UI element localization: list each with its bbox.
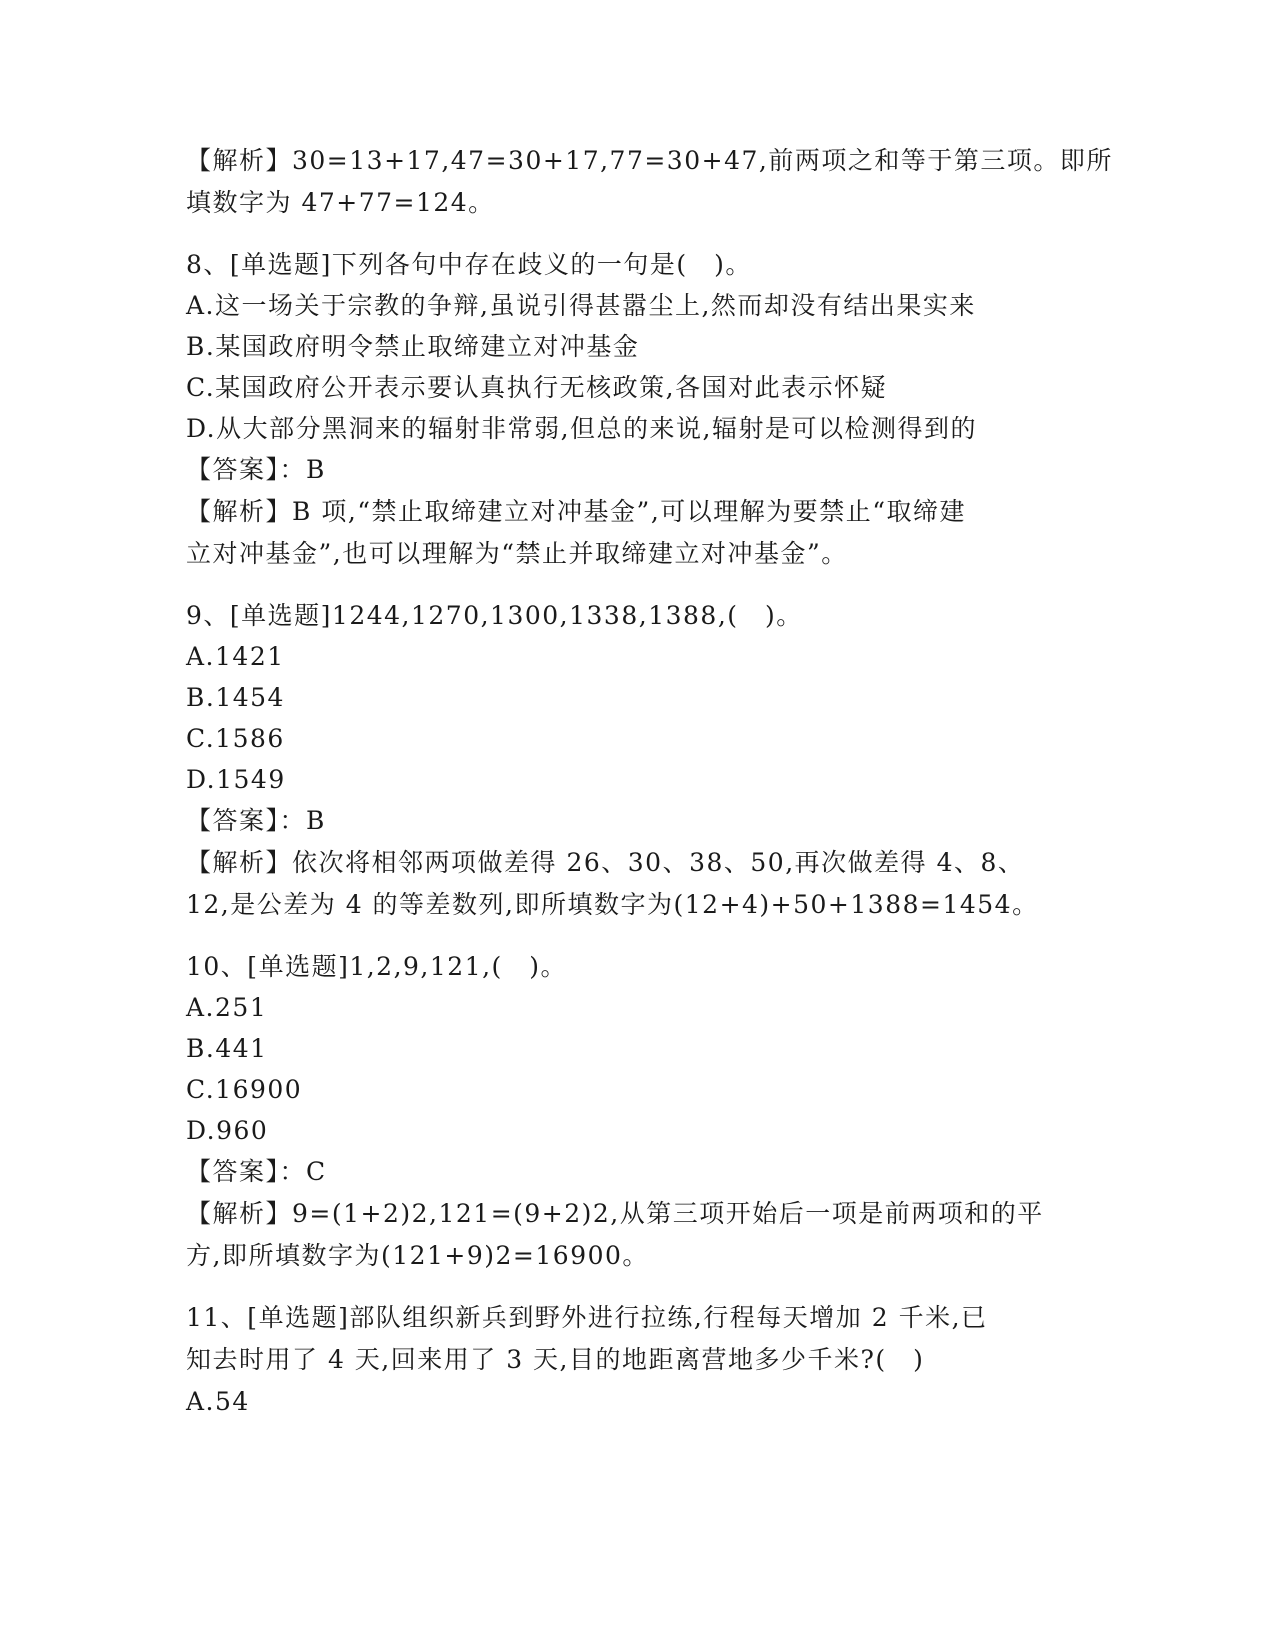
q9-stem: 9、[单选题]1244,1270,1300,1338,1388,( )。: [186, 601, 803, 630]
q9-answer: 【答案】：B: [186, 806, 326, 835]
q9-option-b: B.1454: [186, 683, 285, 712]
q9-option-a: A.1421: [186, 642, 285, 671]
q8-stem: 8、[单选题]下列各句中存在歧义的一句是( )。: [186, 250, 752, 279]
q10-answer: 【答案】：C: [186, 1157, 327, 1186]
q8-answer: 【答案】：B: [186, 455, 326, 484]
q10-option-a: A.251: [186, 993, 268, 1022]
q10-option-d: D.960: [186, 1116, 269, 1145]
q11-stem-line-1: 11、[单选题]部队组织新兵到野外进行拉练,行程每天增加 2 千米,已: [186, 1303, 988, 1332]
q11-stem-line-2: 知去时用了 4 天,回来用了 3 天,目的地距离营地多少千米?( ): [186, 1345, 925, 1374]
q9-analysis-line-2: 12,是公差为 4 的等差数列,即所填数字为(12+4)+50+1388=1454。: [186, 890, 1039, 919]
prev-analysis-line-2: 填数字为 47+77=124。: [186, 188, 495, 217]
q10-option-b: B.441: [186, 1034, 268, 1063]
q10-stem: 10、[单选题]1,2,9,121,( )。: [186, 952, 568, 981]
q8-option-c: C.某国政府公开表示要认真执行无核政策,各国对此表示怀疑: [186, 373, 888, 402]
q8-analysis-line-1: 【解析】B 项,“禁止取缔建立对冲基金”,可以理解为要禁止“取缔建: [186, 497, 967, 526]
q9-option-d: D.1549: [186, 765, 286, 794]
q10-option-c: C.16900: [186, 1075, 303, 1104]
q9-option-c: C.1586: [186, 724, 285, 753]
q11-option-a: A.54: [186, 1387, 250, 1416]
q8-option-a: A.这一场关于宗教的争辩,虽说引得甚嚣尘上,然而却没有结出果实来: [186, 291, 976, 320]
q8-analysis-line-2: 立对冲基金”,也可以理解为“禁止并取缔建立对冲基金”。: [186, 539, 848, 568]
q9-analysis-line-1: 【解析】依次将相邻两项做差得 26、30、38、50,再次做差得 4、8、: [186, 848, 1025, 877]
q10-analysis-line-2: 方,即所填数字为(121+9)2=16900。: [186, 1241, 649, 1270]
q8-option-b: B.某国政府明令禁止取缔建立对冲基金: [186, 332, 640, 361]
q10-analysis-line-1: 【解析】9=(1+2)2,121=(9+2)2,从第三项开始后一项是前两项和的平: [186, 1199, 1044, 1228]
q8-option-d: D.从大部分黑洞来的辐射非常弱,但总的来说,辐射是可以检测得到的: [186, 414, 977, 443]
prev-analysis-line-1: 【解析】30=13+17,47=30+17,77=30+47,前两项之和等于第三项。即所: [186, 146, 1113, 175]
